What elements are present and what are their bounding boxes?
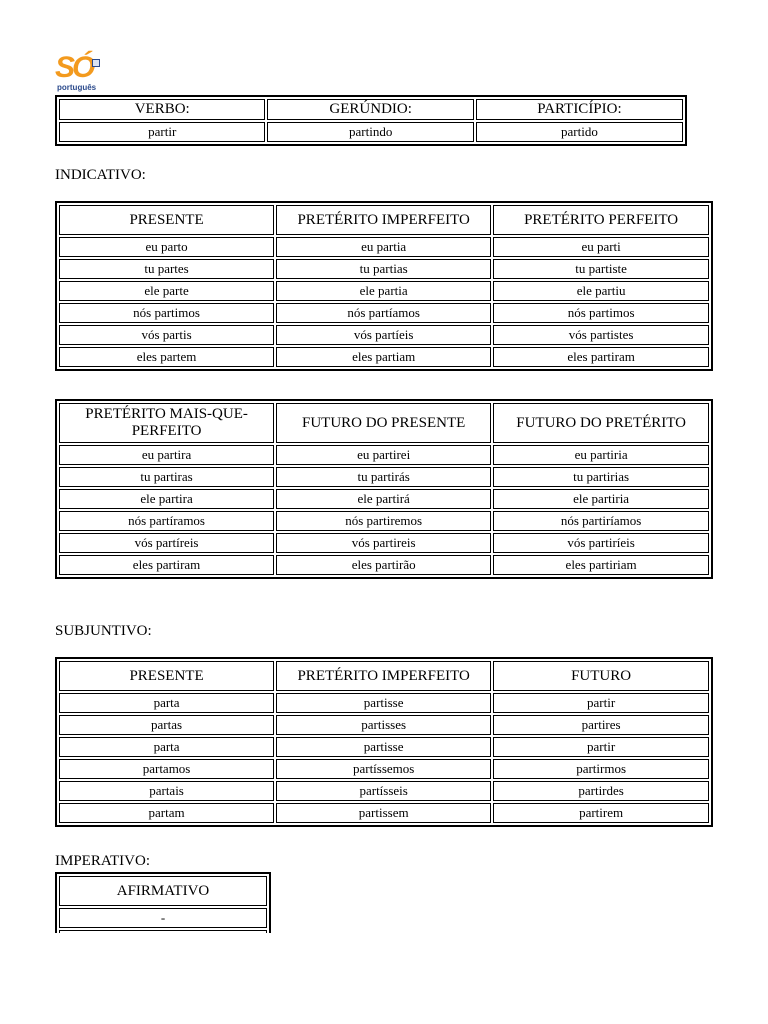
- table-cell: vós partis: [59, 325, 274, 345]
- table-cell: partíssemos: [276, 759, 491, 779]
- table-cell: eu partira: [59, 445, 274, 465]
- table-cell: tu partirias: [493, 467, 709, 487]
- table-cell: vós partistes: [493, 325, 709, 345]
- table-row: [59, 555, 709, 575]
- table-cell: tu partes: [59, 259, 274, 279]
- table-cell: eles partiam: [276, 347, 491, 367]
- table-cell: eles partiram: [493, 347, 709, 367]
- table-cell: partires: [493, 715, 709, 735]
- imperativo-label: IMPERATIVO:: [55, 853, 151, 869]
- table-cell: ele partia: [276, 281, 491, 301]
- table-cell: nós partíamos: [276, 303, 491, 323]
- table-row: [59, 533, 709, 553]
- table-cell: ele partira: [59, 489, 274, 509]
- table-cell: tu partirás: [276, 467, 491, 487]
- table-cell: nós partíramos: [59, 511, 274, 531]
- column-header: PRETÉRITO IMPERFEITO: [276, 205, 491, 235]
- column-header: PRETÉRITO MAIS-QUE-PERFEITO: [59, 403, 274, 443]
- table-cell: partirem: [493, 803, 709, 823]
- table-cell: parta: [59, 737, 274, 757]
- table-cell: partisse: [276, 737, 491, 757]
- table-row: [59, 347, 709, 367]
- verb-value: partir: [59, 122, 265, 142]
- table-cell: ele partiu: [493, 281, 709, 301]
- table-cell: nós partimos: [493, 303, 709, 323]
- logo-mark: SÓ: [55, 51, 93, 84]
- column-header: PRETÉRITO IMPERFEITO: [276, 661, 491, 691]
- table-cell: eles partiriam: [493, 555, 709, 575]
- imperativo-table-clip: [55, 872, 271, 933]
- table-cell: tu partiras: [59, 467, 274, 487]
- table-cell: ele partiria: [493, 489, 709, 509]
- table-row: [59, 281, 709, 301]
- table-row: [59, 237, 709, 257]
- column-header: FUTURO: [493, 661, 709, 691]
- table-cell: partamos: [59, 759, 274, 779]
- table-row: [59, 489, 709, 509]
- subjuntivo-table: [55, 657, 713, 827]
- table-cell: eu parti: [493, 237, 709, 257]
- verb-header: VERBO:: [59, 99, 265, 120]
- table-cell: partisses: [276, 715, 491, 735]
- table-row: [59, 325, 709, 345]
- imperativo-table: [55, 872, 271, 933]
- table-cell: nós partiremos: [276, 511, 491, 531]
- table-cell: [59, 930, 267, 933]
- so-portugues-logo: [55, 51, 103, 93]
- table-cell: partirdes: [493, 781, 709, 801]
- table-cell: partas: [59, 715, 274, 735]
- participle-value: partido: [476, 122, 683, 142]
- table-cell: partir: [493, 737, 709, 757]
- table-row: [59, 737, 709, 757]
- table-cell: eu partirei: [276, 445, 491, 465]
- table-cell: eles partiram: [59, 555, 274, 575]
- table-cell: eu parto: [59, 237, 274, 257]
- table-cell: -: [59, 908, 267, 928]
- table-cell: partirmos: [493, 759, 709, 779]
- table-cell: eles partirão: [276, 555, 491, 575]
- table-cell: nós partiríamos: [493, 511, 709, 531]
- logo-square-icon: [92, 59, 100, 67]
- table-cell: partam: [59, 803, 274, 823]
- table-cell: partisse: [276, 693, 491, 713]
- table-cell: partísseis: [276, 781, 491, 801]
- table-cell: tu partias: [276, 259, 491, 279]
- table-row: [59, 715, 709, 735]
- table-cell: vós partireis: [276, 533, 491, 553]
- column-header: FUTURO DO PRETÉRITO: [493, 403, 709, 443]
- table-row: [59, 693, 709, 713]
- table-row: [59, 930, 267, 933]
- column-header: PRESENTE: [59, 205, 274, 235]
- table-row: [59, 511, 709, 531]
- table-cell: eles partem: [59, 347, 274, 367]
- table-cell: vós partiríeis: [493, 533, 709, 553]
- table-cell: ele partirá: [276, 489, 491, 509]
- participle-header: PARTICÍPIO:: [476, 99, 683, 120]
- table-cell: partais: [59, 781, 274, 801]
- table-cell: nós partimos: [59, 303, 274, 323]
- indicativo-label: INDICATIVO:: [55, 167, 146, 183]
- indicativo-table-1: [55, 201, 713, 371]
- table-cell: vós partíeis: [276, 325, 491, 345]
- table-cell: tu partiste: [493, 259, 709, 279]
- column-header: PRETÉRITO PERFEITO: [493, 205, 709, 235]
- table-cell: partir: [493, 693, 709, 713]
- subjuntivo-label: SUBJUNTIVO:: [55, 623, 152, 639]
- verb-table: [55, 95, 687, 146]
- column-header: FUTURO DO PRESENTE: [276, 403, 491, 443]
- table-row: [59, 259, 709, 279]
- table-row: [59, 908, 267, 928]
- indicativo-table-2: [55, 399, 713, 579]
- table-cell: ele parte: [59, 281, 274, 301]
- column-header: PRESENTE: [59, 661, 274, 691]
- table-row: [59, 803, 709, 823]
- table-row: [59, 467, 709, 487]
- column-header: AFIRMATIVO: [59, 876, 267, 906]
- table-row: [59, 303, 709, 323]
- table-cell: partissem: [276, 803, 491, 823]
- gerund-header: GERÚNDIO:: [267, 99, 473, 120]
- table-cell: eu partia: [276, 237, 491, 257]
- table-cell: eu partiria: [493, 445, 709, 465]
- gerund-value: partindo: [267, 122, 473, 142]
- table-row: [59, 781, 709, 801]
- table-cell: vós partíreis: [59, 533, 274, 553]
- table-row: [59, 445, 709, 465]
- table-row: [59, 759, 709, 779]
- logo-text: português: [57, 83, 97, 92]
- table-cell: parta: [59, 693, 274, 713]
